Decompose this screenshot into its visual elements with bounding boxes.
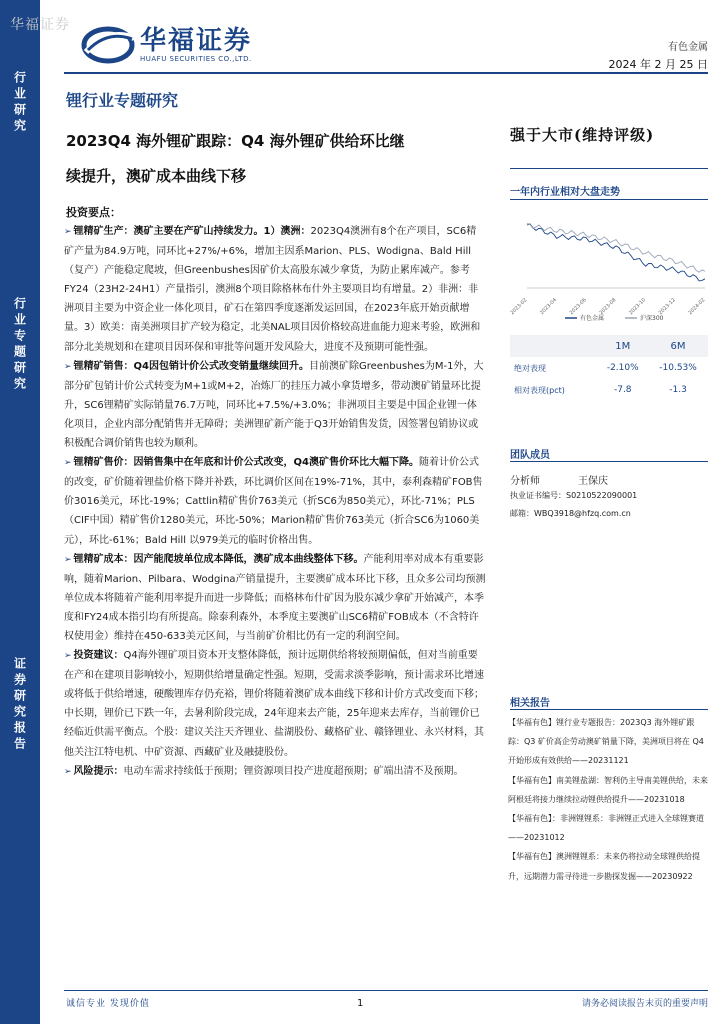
header-divider: [64, 72, 708, 74]
paragraph-text: 2023Q4澳洲有8个在产项目，SC6精矿产量为84.9万吨，同环比+27%/+6%，增加主因系Marion、PLS、Wodigna、Bald Hill（复产）产能稳定爬坡，但Greenbushes因矿价太高股东减少拿货，为防止累库减产。参考FY24（23H2-24H1）产量指引，澳洲8个项目除格林布什外主要项目均有增量。2）非洲：非洲项目主要为中资企业一体化项目，矿石在第四季度逐渐发运回国，在2023年底开始贡献增量。3）欧美：南美洲项目扩产较为稳定，北美NAL项目因价格较高进血能力迎来考验，欧洲和部分北美规划和在建项目因环保和审批等问题开发风险大，进度不及预期可能性强。: [64, 226, 481, 353]
row-label: 绝对表现: [514, 363, 546, 373]
report-type: 锂行业专题研究: [66, 91, 179, 110]
row-label: 相对表现(pct): [514, 385, 565, 395]
logo-text-en: HUAFU SECURITIES CO.,LTD.: [140, 55, 252, 63]
series-line-2: [527, 223, 705, 272]
paragraph-text: Q4海外锂矿项目资本开支整体降低，预计远期供给将较预期偏低，但对当前重要在产和在建项目影响较小，短期供给增量确定性强。短期，受需求淡季影响，预计需求环比增速或将低于供给增速，硬酸锂库存仍充裕，锂价将随着澳矿成本曲线下移和计价方式改变而下移；中长期，锂价已下跌一年，去暑利阶段完成，24年迎来去产能，25年迎来去库存，当前锂价已经临近供需平衡点。个股：建议关注天齐锂业、盐湖股份、藏格矿业、赣锋锂业、永兴材料，其他关注江特电机、中矿资源、西藏矿业及融捷股份。: [64, 650, 484, 758]
related-report-link[interactable]: 【华福有色】锂行业专题报告：2023Q3 海外锂矿跟踪：Q3 矿价高企劳动澳矿销量下降，美洲项目将在 Q4 开始形成有效供给——20231121: [508, 718, 704, 766]
rating: 强于大市(维持评级): [510, 126, 655, 144]
team-title: 团队成员: [510, 450, 550, 461]
footer-divider: [64, 990, 708, 991]
performance-table: [510, 335, 708, 401]
sidebar-label-industry: 行业研究: [12, 71, 27, 135]
legend-label: 沪深300: [640, 315, 664, 322]
analyst-email[interactable]: 邮箱：WBQ3918@hfzq.com.cn: [510, 509, 631, 518]
paragraph-text: 目前澳矿除Greenbushes为M-1外，大部分矿包销计价公式转变为M+1或M+2，冶炼厂的挂压力减小拿货增多，带动澳矿销量环比提升，SC6锂精矿实际销量76.7万吨，同环比+7.5%/+3.0%；非洲项目主要是中国企业锂一体化项目，企业内部分配销售并无障碍；美洲锂矿新产能于Q3开始销售发货，因签署包销协议或积极配合调价销售也较为顺利。: [64, 360, 484, 450]
logo-text-cn: 华福证券: [140, 26, 253, 56]
key-points-body: [64, 222, 486, 782]
value-6m: -10.53%: [659, 363, 697, 373]
paragraph-risk: [64, 762, 486, 782]
watermark: 华福证券: [10, 17, 70, 33]
rating-divider: [510, 168, 708, 169]
footer-slogan: 诚信专业 发现价值: [66, 999, 150, 1009]
company-logo: [80, 22, 252, 68]
paragraph-lead: 锂精矿成本：因产能爬坡单位成本降低，澳矿成本曲线整体下移。: [73, 553, 364, 565]
page-number: 1: [357, 998, 364, 1009]
x-tick-label: 2024-02: [687, 297, 707, 317]
related-divider: [510, 709, 708, 710]
related-reports-title: 相关报告: [510, 698, 550, 709]
x-tick-label: 2023-10: [628, 297, 648, 317]
chart-divider: [510, 199, 708, 200]
paragraph-sales: [64, 357, 486, 453]
related-reports-list: [508, 713, 708, 886]
series-line-1: [527, 224, 705, 281]
team-divider: [510, 461, 708, 462]
paragraph-text: 产能利用率对成本有重要影响，随着Marion、Pilbara、Wodgina产销量提升，主要澳矿成本环比下移，且众多公司均预测单位成本将随着产能利用率提升而进一步降低；而格林布什矿因为股东减少拿矿开始减产，本季度和FY24成本指引均有所提高。除泰利森外，本季度主要澳矿山SC6精矿FOB成本（不含特许权使用金）维持在450-633美元区间，与当前矿价相比仍有一定的利润空间。: [64, 553, 486, 642]
value-1m: -2.10%: [606, 363, 639, 373]
related-report-link[interactable]: 【华福有色】澳洲锂锂系：未来仍将拉动全球锂供给提升，远期潜力需寻待进一步勘探发掘——20230922: [508, 852, 700, 881]
paragraph-lead: 投资建议：: [73, 650, 124, 662]
paragraph-lead: 锂精矿生产：澳矿主要在产矿山持续发力。1）澳洲：: [73, 226, 311, 237]
paragraph-text: 随着计价公式的改变，矿价随着锂盐价格下降并补跌，环比调价区间在19%-71%，其中，泰利森精矿FOB售价3016美元，环比-19%；Cattlin精矿售价763美元（折SC6为850美元），环比-71%；PLS（CIF中国）精矿售价1280美元，环比-50%；Marion精矿售价763美元（折合SC6为1060美元），环比-61%；Bald Hill 以979美元的临时价格出售。: [64, 457, 483, 546]
sidebar-label-securities: 证券研究报告: [12, 657, 27, 753]
key-points-title: 投资要点：: [66, 206, 121, 219]
x-tick-label: 2023-08: [598, 297, 618, 317]
paragraph-price: [64, 453, 486, 549]
table-row: [510, 357, 708, 379]
report-date: 2024 年 2 月 25 日: [608, 58, 708, 71]
paragraph-production: [64, 222, 486, 357]
industry-category: 有色金属: [668, 42, 708, 53]
arrow-bullet-icon: ➢: [64, 361, 72, 372]
report-title: [66, 124, 480, 194]
relative-trend-chart: [505, 210, 710, 325]
arrow-bullet-icon: ➢: [64, 651, 72, 662]
sidebar-label-topic: 行业专题研究: [12, 297, 27, 393]
legend-label: 有色金属: [580, 315, 605, 322]
left-sidebar: [0, 0, 40, 1024]
performance-header-row: [510, 335, 708, 357]
x-tick-label: 2023-06: [568, 297, 588, 317]
paragraph-text: 电动车需求持续低于预期；锂资源项目投产进度超预期；矿端出清不及预期。: [123, 765, 464, 777]
analyst-role: 分析师: [510, 476, 540, 487]
value-6m: -1.3: [669, 385, 687, 395]
paragraph-cost: [64, 550, 486, 646]
arrow-bullet-icon: ➢: [64, 766, 72, 777]
related-report-link[interactable]: 【华福有色】：非洲锂锂系：非洲锂正式进入全球锂赛道——20231012: [508, 814, 704, 843]
arrow-bullet-icon: ➢: [64, 458, 72, 469]
performance-header-1m: 1M: [597, 335, 648, 357]
analyst-info: [510, 472, 646, 487]
performance-header-blank: [510, 335, 597, 357]
arrow-bullet-icon: ➢: [64, 227, 72, 237]
logo-swoosh-icon: [80, 22, 140, 68]
related-report-link[interactable]: 【华福有色】南美锂盐湖：智利仍主导南美锂供给，未来阿根廷将接力继续拉动锂供给提升——20231018: [508, 775, 708, 804]
performance-header-6m: 6M: [648, 335, 708, 357]
paragraph-lead: 风险提示：: [73, 765, 124, 777]
table-row: [510, 379, 708, 401]
analyst-cert: 执业证书编号：S0210522090001: [510, 491, 638, 500]
chart-title: 一年内行业相对大盘走势: [510, 187, 620, 198]
x-tick-label: 2023-04: [539, 297, 559, 317]
paragraph-lead: 锂精矿销售：Q4因包销计价公式改变销量继续回升。: [73, 360, 310, 372]
x-tick-label: 2023-12: [657, 297, 677, 317]
value-1m: -7.8: [613, 385, 632, 395]
arrow-bullet-icon: ➢: [64, 554, 72, 565]
x-tick-label: 2023-02: [509, 297, 529, 317]
title-line-1: 2023Q4 海外锂矿跟踪：Q4 海外锂矿供给环比继: [66, 132, 405, 150]
paragraph-advice: [64, 646, 486, 762]
footer-disclaimer: 请务必阅读报告末页的重要声明: [581, 999, 708, 1009]
title-line-2: 续提升，澳矿成本曲线下移: [66, 167, 247, 185]
analyst-name: 王保庆: [578, 476, 608, 487]
paragraph-lead: 锂精矿售价：因销售集中在年底和计价公式改变，Q4澳矿售价环比大幅下降。: [73, 457, 420, 469]
